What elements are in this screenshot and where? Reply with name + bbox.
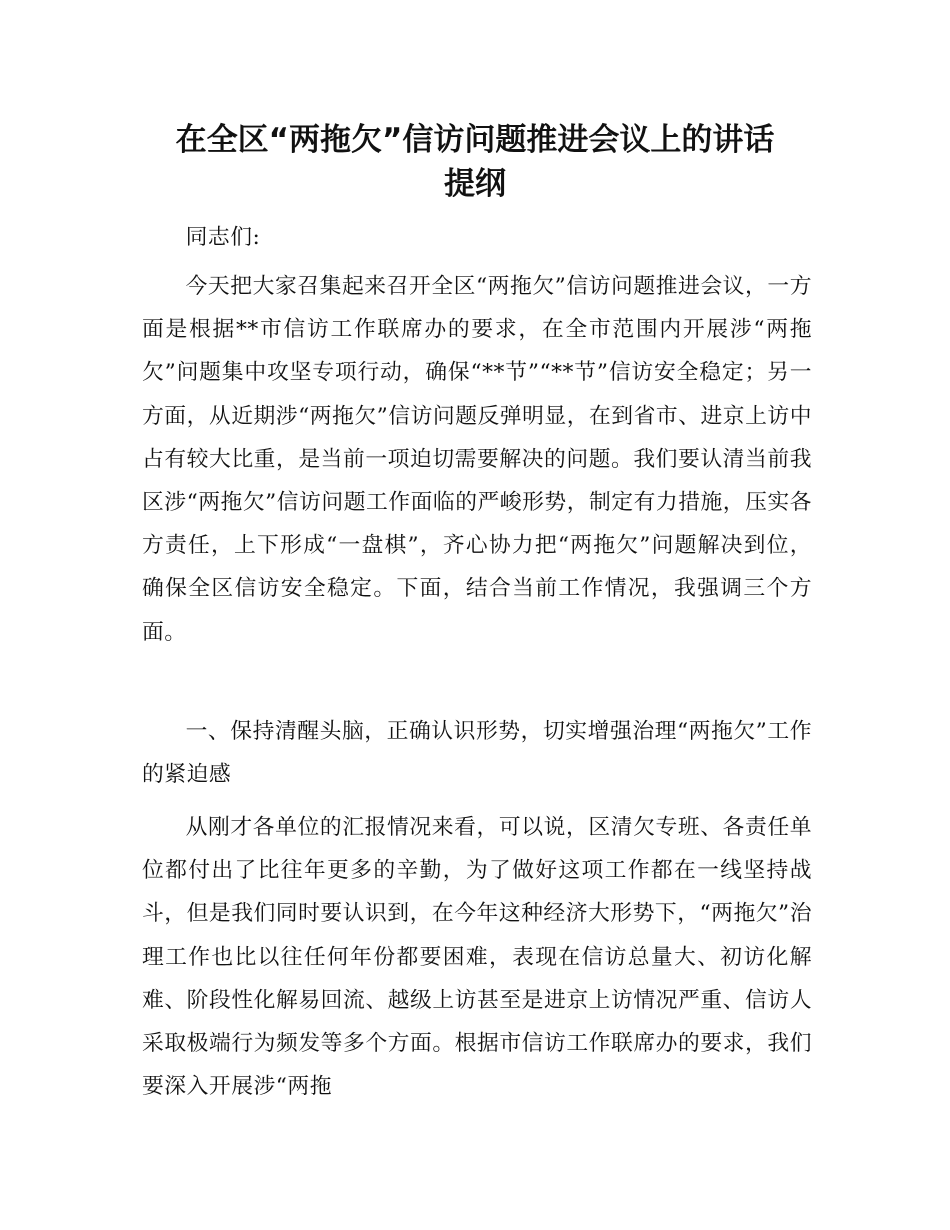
- paragraph-intro: 今天把大家召集起来召开全区“两拖欠”信访问题推进会议，一方面是根据**市信访工作联席办的要求，在全市范围内开展涉“两拖欠”问题集中攻坚专项行动，确保“**节”“**节”信访安全稳定；另一方面，从近期涉“两拖欠”信访问题反弹明显，在到省市、进京上访中占有较大比重，是当前一项迫切需要解决的问题。我们要认清当前我区涉“两拖欠”信访问题工作面临的严峻形势，制定有力措施，压实各方责任，上下形成“一盘棋”，齐心协力把“两拖欠”问题解决到位，确保全区信访安全稳定。下面，结合当前工作情况，我强调三个方面。: [142, 274, 812, 645]
- section-heading-1: 一、保持清醒头脑，正确认识形势，切实增强治理“两拖欠”工作的紧迫感: [142, 719, 812, 788]
- document-title-line1: 在全区“两拖欠”信访问题推进会议上的讲话: [175, 122, 775, 158]
- salutation: 同志们:: [185, 225, 261, 250]
- document-title-line2: 提纲: [444, 166, 506, 202]
- paragraph-section-1: 从刚才各单位的汇报情况来看，可以说，区清欠专班、各责任单位都付出了比往年更多的辛勤，为了做好这项工作都在一线坚持战斗，但是我们同时要认识到，在今年这种经济大形势下，“两拖欠”治理工作也比以往任何年份都要困难，表现在信访总量大、初访化解难、阶段性化解易回流、越级上访甚至是进京上访情况严重、信访人采取极端行为频发等多个方面。根据市信访工作联席办的要求，我们要深入开展涉“两拖: [142, 815, 812, 1100]
